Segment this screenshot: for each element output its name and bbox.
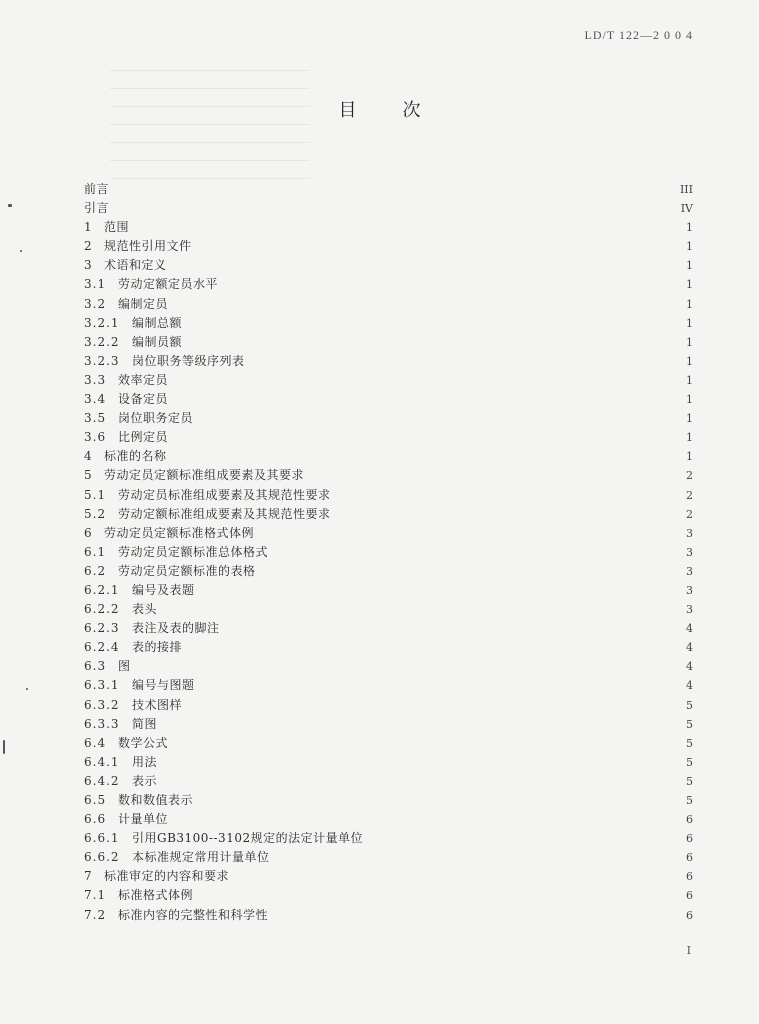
toc-entry-number: 6.3.2 [84,697,120,712]
toc-entry-page: 1 [686,393,693,407]
toc-entry[interactable] [84,810,693,829]
toc-entry-page: 3 [686,583,693,597]
toc-entry[interactable] [84,371,693,390]
toc-entry-page: 5 [686,794,693,807]
toc-entry-page: 4 [686,660,693,674]
toc-entry[interactable] [84,333,693,352]
toc-entry[interactable] [84,581,693,600]
toc-entry-page: 5 [686,717,693,731]
toc-entry-label: 引用GB3100--3102规定的法定计量单位 [132,831,364,846]
toc-entry-number: 6.2.4 [84,640,120,655]
toc-entry-number: 5.2 [84,506,107,521]
toc-entry-number: 6.4 [84,735,107,750]
bleed-through-shadow [110,70,310,190]
toc-entry[interactable] [84,734,693,753]
toc-entry[interactable] [84,600,693,619]
toc-entry-number: 6.2.1 [84,582,120,597]
toc-entry-number: 6.6.1 [84,831,120,846]
toc-entry-label: 本标准规定常用计量单位 [132,850,270,865]
toc-entry[interactable] [84,772,693,791]
toc-entry-page: 6 [686,908,693,922]
toc-entry-page: 2 [686,488,693,502]
toc-entry-label: 表头 [132,602,158,617]
toc-entry-number: 3.2.1 [84,315,120,330]
toc-entry[interactable] [84,390,693,409]
toc-entry-label: 计量单位 [118,812,169,827]
toc-entry-number: 7.2 [84,907,107,922]
toc-entry-label: 劳动定员定额标准总体格式 [118,544,269,559]
toc-entry-page: 1 [686,412,693,426]
toc-entry-number: 7.1 [84,888,107,903]
toc-entry-page: 4 [686,679,693,693]
toc-entry-number: 3.1 [84,277,107,292]
toc-entry-label: 标准内容的完整性和科学性 [118,907,269,922]
toc-entry-page: 1 [686,431,693,445]
toc-entry-page: 1 [686,221,693,235]
toc-entry-number: 6.3.1 [84,678,120,693]
toc-entry-number: 4 [84,449,93,464]
toc-entry[interactable] [84,295,693,314]
toc-entry-page: 6 [686,870,693,884]
toc-entry-label: 效率定员 [118,372,169,387]
toc-entry[interactable] [84,867,693,886]
toc-entry[interactable] [84,562,693,581]
toc-entry-page: 2 [686,469,693,483]
toc-entry-number: 6.4.1 [84,754,120,769]
toc-entry[interactable] [84,256,693,275]
toc-entry-label: 标准审定的内容和要求 [104,869,230,884]
toc-entry-label: 表的接排 [132,640,183,655]
document-code: LD/T 122—2 0 0 4 [584,28,693,42]
toc-entry-label: 简图 [132,716,158,731]
toc-entry-number: 7 [84,869,93,884]
toc-entry-number: 6.2 [84,563,107,578]
toc-entry[interactable] [84,275,693,294]
toc-entry[interactable] [84,428,693,447]
toc-entry-label: 前言 [84,182,110,196]
scan-speck [26,688,28,690]
toc-entry[interactable] [84,619,693,638]
toc-entry[interactable] [84,199,693,218]
toc-entry-label: 表示 [132,773,158,788]
toc-entry[interactable] [84,886,693,905]
toc-entry[interactable] [84,829,693,848]
toc-entry-number: 6.1 [84,544,107,559]
toc-entry-label: 劳动定额标准组成要素及其规范性要求 [118,506,331,521]
toc-entry[interactable] [84,447,693,466]
toc-entry-label: 引言 [84,201,110,216]
toc-entry-label: 表注及表的脚注 [132,621,220,636]
toc-entry-label: 编制总额 [132,315,183,330]
toc-entry-page: 5 [686,774,693,788]
toc-entry-number: 6.4.2 [84,773,120,788]
toc-entry-label: 劳动定员标准组成要素及其规范性要求 [118,487,331,502]
toc-entry-page: 3 [686,603,693,617]
toc-entry-label: 劳动定员定额标准的表格 [118,563,256,578]
toc-entry-number: 6 [84,525,93,540]
toc-entry-page: 4 [686,622,693,636]
toc-entry-number: 3.6 [84,430,107,445]
toc-entry-number: 6.2.3 [84,621,120,636]
toc-entry-page: 1 [686,316,693,330]
toc-entry-label: 数和数值表示 [118,793,194,807]
toc-entry-number: 2 [84,239,93,254]
toc-entry-label: 编号及表题 [132,582,195,597]
toc-entry-label: 编制定员 [118,296,169,311]
toc-entry[interactable] [84,543,693,562]
toc-entry[interactable] [84,906,693,925]
toc-entry-label: 标准的名称 [104,449,167,464]
toc-entry-label: 设备定员 [118,392,169,407]
toc-entry-page: IV [680,202,693,216]
toc-entry-label: 数学公式 [118,735,169,750]
toc-entry[interactable] [84,505,693,524]
toc-entry-page: 6 [686,813,693,827]
toc-entry-page: 2 [686,507,693,521]
toc-heading-char: 目 [338,100,357,121]
toc-entry-label: 术语和定义 [104,258,167,273]
toc-entry-number: 6.6 [84,812,107,827]
toc-entry-page: 1 [686,373,693,387]
toc-entry-number: 6.2.2 [84,602,120,617]
toc-entry-label: 比例定员 [118,430,169,445]
toc-entry-label: 范围 [104,220,130,235]
toc-entry-label: 岗位职务定员 [118,411,194,426]
toc-entry-page: 5 [686,736,693,750]
toc-entry-label: 标准格式体例 [118,888,194,903]
toc-entry-page: 1 [686,240,693,254]
toc-heading [0,96,759,122]
toc-entry-number: 6.3 [84,659,107,674]
toc-entry-page: 6 [686,832,693,846]
toc-entry[interactable] [84,237,693,256]
toc-entry-page: 1 [686,354,693,368]
toc-entry-number: 3.3 [84,372,107,387]
toc-entry-page: 3 [686,564,693,578]
scan-speck [20,250,22,252]
toc-heading-char: 次 [402,100,421,121]
toc-entry[interactable] [84,352,693,371]
toc-entry-page: 4 [686,641,693,655]
toc-entry-number: 3.2 [84,296,107,311]
table-of-contents [84,180,693,925]
toc-entry-number: 3.2.3 [84,353,120,368]
toc-entry[interactable] [84,638,693,657]
toc-entry-label: 岗位职务等级序列表 [132,353,245,368]
toc-entry[interactable] [84,657,693,676]
toc-entry-page: 1 [686,278,693,292]
toc-entry-page: 1 [686,259,693,273]
toc-entry-page: 1 [686,335,693,349]
scan-speck [8,204,12,207]
toc-entry[interactable] [84,791,693,810]
toc-entry-number: 6.5 [84,793,107,807]
toc-entry-label: 规范性引用文件 [104,239,192,254]
toc-entry-label: 编号与图题 [132,678,195,693]
toc-entry-label: 用法 [132,754,158,769]
page-number: I [686,944,691,957]
toc-entry[interactable] [84,696,693,715]
toc-entry-page: 3 [686,545,693,559]
toc-entry-label: 劳动定员定额标准组成要素及其要求 [104,468,305,483]
toc-entry[interactable] [84,676,693,695]
toc-entry[interactable] [84,466,693,485]
toc-entry[interactable] [84,409,693,428]
toc-entry-page: III [679,183,693,196]
toc-entry-label: 劳动定员定额标准格式体例 [104,525,255,540]
toc-entry-page: 3 [686,526,693,540]
toc-entry-page: 6 [686,889,693,903]
toc-entry[interactable] [84,180,693,199]
toc-entry-number: 6.3.3 [84,716,120,731]
toc-entry[interactable] [84,753,693,772]
scan-speck [3,740,5,754]
toc-entry-number: 5 [84,468,93,483]
toc-entry[interactable] [84,218,693,237]
toc-entry[interactable] [84,848,693,867]
toc-entry-label: 编制员额 [132,334,183,349]
toc-entry-number: 3.4 [84,392,107,407]
toc-entry-number: 3.5 [84,411,107,426]
toc-entry-page: 5 [686,698,693,712]
toc-entry-number: 5.1 [84,487,107,502]
toc-entry-number: 3.2.2 [84,334,120,349]
toc-entry[interactable] [84,715,693,734]
toc-entry[interactable] [84,486,693,505]
toc-entry-label: 图 [118,659,131,674]
toc-entry-page: 5 [686,755,693,769]
toc-entry[interactable] [84,524,693,543]
toc-entry-label: 技术图样 [132,697,183,712]
toc-entry-page: 1 [686,450,693,464]
toc-entry-page: 1 [686,297,693,311]
toc-entry[interactable] [84,314,693,333]
toc-entry-page: 6 [686,851,693,865]
toc-entry-label: 劳动定额定员水平 [118,277,219,292]
toc-entry-number: 1 [84,220,93,235]
toc-entry-number: 3 [84,258,93,273]
toc-entry-number: 6.6.2 [84,850,120,865]
